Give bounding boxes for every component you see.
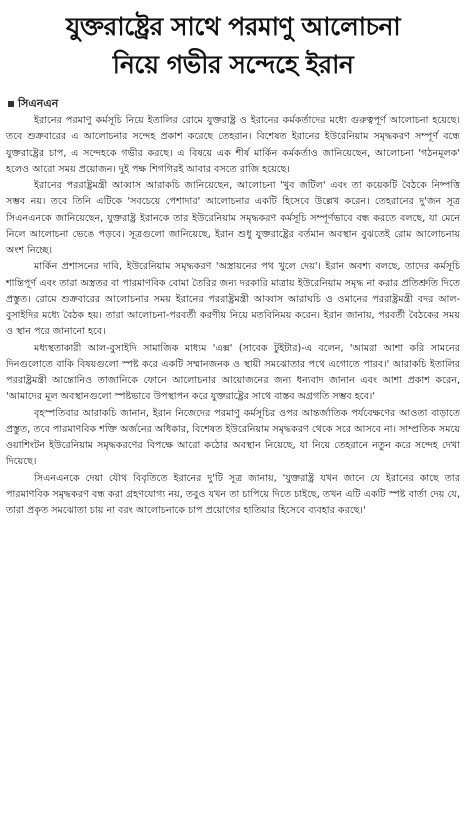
- paragraph: সিএনএনকে দেয়া যৌথ বিবৃতিতে ইরানের দু'টি সূত্র জানায়, 'যুক্তরাষ্ট্র যখন জানে যে ইরানের কাছে তার পারমাণবিক সমৃদ্ধকরণ বন্ধ করা গ্রহণযোগ্য নয়, তবুও যখন তা চাপিয়ে দিতে চাইছে, তখন এটি একটি স্পষ্ট বার্তা দেয় যে, তারা প্রকৃত সমঝোতা চায় না বরং আলোচনাকে চাপ প্রয়োগের হাতিয়ার হিসেবে ব্যবহার করছে।': [6, 472, 460, 516]
- paragraph: মার্কিন প্রশাসনের দাবি, ইউরেনিয়াম সমৃদ্ধকরণ 'অস্ত্রায়নের পথ খুলে দেয়'। ইরান অবশ্য বলছে, তাদের কর্মসূচি শান্তিপূর্ণ এবং তারা অস্ত্রতর বা পারমাণবিক বোমা তৈরির জন্য দরকারি মাত্রায় ইউরেনিয়াম সমৃদ্ধ না করার প্রতিশ্রুতি দিতে প্রস্তুত। রোমে শুক্রবারের আলোচনার সময় ইরানের পররাষ্ট্রমন্ত্রী আব্বাস আরাঘচি ও ওমানের পররাষ্ট্রমন্ত্রী বদর আল-বুসাইদির মধ্যে বৈঠক হয়। তারা আলোচনা-পরবর্তী করণীয় নিয়ে মতবিনিময় করেন। ইরান জানায়, পরবর্তী বৈঠকের সময় ও স্থান পরে জানানো হবে।: [6, 261, 460, 338]
- byline: [8, 96, 460, 112]
- paragraph: বৃহস্পতিবার আরাকচি জানান, ইরান নিজেদের পরমাণু কর্মসূচির ওপর আন্তর্জাতিক পর্যবেক্ষণের আওতা বাড়াতে প্রস্তুত, তবে পারমাণবিক শক্তি অর্জনের অধিকার, বিশেষত ইউরেনিয়াম সমৃদ্ধকরণ থেকে সরে আসবে না। সাম্প্রতিক সময়ে ওয়াশিংটন ইউরেনিয়াম সমৃদ্ধকরণের বিপক্ষে আরো কঠোর অবস্থান নিয়েছে, যা নিয়ে তেহরানে নতুন করে সন্দেহ দেখা দিয়েছে।: [6, 407, 460, 468]
- paragraph: মধ্যস্থতাকারী আল-বুসাইদি সামাজিক মাধ্যম 'এক্স' (সাবেক টুইটার)-এ বলেন, 'আমরা আশা করি সামনের দিনগুলোতে বাকি বিষয়গুলো স্পষ্ট করে একটি সম্মানজনক ও স্থায়ী সমঝোতার পথে এগোতে পারব।' আরাকচি ইতালির পররাষ্ট্রমন্ত্রী আন্তোনিও তাজানিকে ফোনে আলোচনার আয়োজনের জন্য ধন্যবাদ জানান এবং আশা প্রকাশ করেন, 'আমাদের মূল অবস্থানগুলো স্পষ্টভাবে উপস্থাপন করে যুক্তরাষ্ট্রের সাথে বাস্তব অগ্রগতি সম্ভব হবে।': [6, 342, 460, 403]
- headline: [6, 0, 460, 84]
- paragraph: ইরানের পররাষ্ট্রমন্ত্রী আব্বাস আরাকচি জানিয়েছেন, আলোচনা 'খুব জটিল' এবং তা কয়েকটি বৈঠকে নিষ্পত্তি সম্ভব নয়। তবে তিনি এটিকে 'সবচেয়ে পেশাদার' আলোচনার একটি হিসেবে উল্লেখ করেন। তেহরানের দু'জন সূত্র সিএনএনকে জানিয়েছেন, যুক্তরাষ্ট্র ইরানকে তার ইউরেনিয়াম সমৃদ্ধকরণ কর্মসূচি সম্পূর্ণভাবে বন্ধ করতে বলছে, যা মেনে নিলে আলোচনা ভেঙে পড়বে। সূত্রগুলো জানিয়েছে, ইরান শুধু যুক্তরাষ্ট্রের বর্তমান অবস্থান বুঝতেই রোম আলোচনায় অংশ নিচ্ছে।: [6, 180, 460, 256]
- paragraph: ইরানের পরমাণু কর্মসূচি নিয়ে ইতালির রোমে যুক্তরাষ্ট্র ও ইরানের কর্মকর্তাদের মধ্যে গুরুত্বপূর্ণ আলোচনা হয়েছে। তবে শুক্রবারের এ আলোচনার সন্দেহ প্রকাশ করেছে তেহরান। বিশেষত ইরানের ইউরেনিয়াম সমৃদ্ধকরণ সম্পূর্ণ বন্ধে যুক্তরাষ্ট্রের চাপ, এ সন্দেহকে গভীর করছে। এ বিষয়ে এক শীর্ষ মার্কিন কর্মকর্তাও জানিয়েছেন, আলোচনা 'গঠনমূলক' হলেও আরো সময় প্রয়োজন। দুই পক্ষ শিগগিরই আবার বসতে রাজি হয়েছে।: [6, 115, 460, 175]
- byline-bullet-icon: [8, 101, 14, 107]
- byline-source: সিএনএন: [18, 97, 59, 110]
- article-body: [6, 113, 460, 519]
- headline-line-2: নিয়ে গভীর সন্দেহে ইরান: [112, 50, 354, 79]
- headline-line-1: যুক্তরাষ্ট্রের সাথে পরমাণু আলোচনা: [65, 12, 401, 41]
